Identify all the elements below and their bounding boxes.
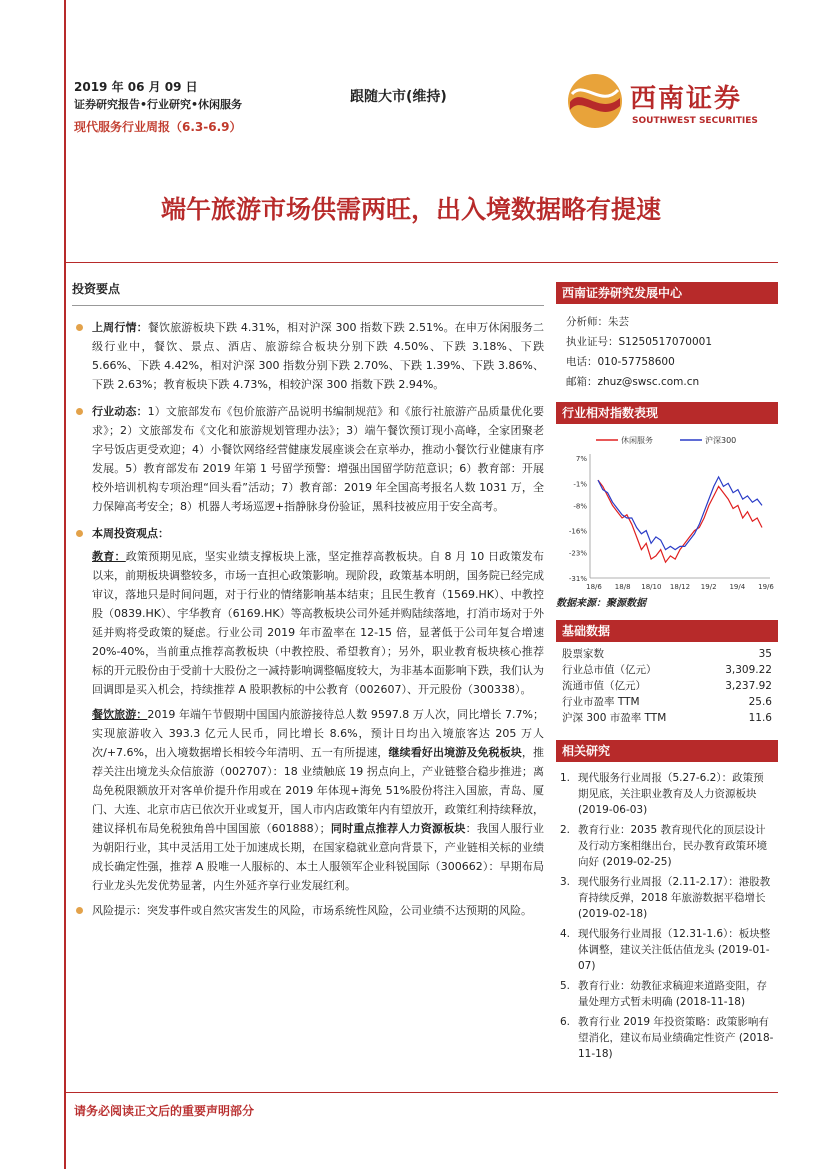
related-research-number: 3. xyxy=(560,876,571,888)
report-date: 2019 年 06 月 09 日 xyxy=(74,80,198,94)
para-text: 政策预期见底，坚实业绩支撑板块上涨，坚定推荐高教板块。自 8 月 10 日政策发布以来，前期板块调整较多，市场一直担心政策影响。现阶段，政策基本明朗，国务院已经完成审议，落地只是时间问题，对于行业的情绪影响基本结束；且民生教育（1569.HK）、中教控股（0839.HK）、宇华教育（6169.HK）等高教板块公司外延并购陆续落地，打消市场对于外延并购将受政策的疑虑。行业公司 2019 年市盈率在 12-15 倍，显著低于公司年复合增速 20%-40%，当前重点推荐高教板块（中教控股、希望教育）；另外，职业教育板块核心推荐标的开元股份由于受前十大股份之一减持影响调整幅度较大，为非基本面影响下跌，我们认为回调即是买入机会，持续推荐 A 股职教标的中公教育（002607）、开元股份（300338）。 xyxy=(92,550,545,696)
related-research-item[interactable] xyxy=(560,1014,774,1062)
legend-label: 休闲服务 xyxy=(621,436,653,445)
left-red-rule xyxy=(64,0,66,1169)
bullet-label: 本周投资观点： xyxy=(92,527,169,540)
related-research-item[interactable] xyxy=(560,770,774,818)
x-tick-label: 18/12 xyxy=(669,583,691,591)
chart-source: 数据来源：聚源数据 xyxy=(556,598,646,609)
x-tick-label: 18/10 xyxy=(641,583,662,591)
bullet-market xyxy=(72,318,544,394)
chart-box xyxy=(556,402,778,609)
analyst-box xyxy=(556,282,778,392)
para-text: ：我国人服行业为朝阳行业，其中灵活用工处于加速成长期，在国家稳就业意向背景下，产业链相关标的业绩成长确定性强，推荐 A 股唯一人服标的、本土人服领军企业科锐国际（300662）：早期布局行业龙头先发优势显著，内生外延齐享行业发展红利。 xyxy=(92,822,545,892)
related-research-text: 现代服务行业周报（2.11-2.17）：港股教育持续反弹，2018 年旅游数据平稳增长 (2019-02-18) xyxy=(578,876,771,920)
section-divider xyxy=(72,305,544,306)
chart-header: 行业相对指数表现 xyxy=(556,402,778,424)
report-series: 现代服务行业周报（6.3-6.9） xyxy=(74,120,242,134)
related-research-text: 现代服务行业周报（5.27-6.2）：政策预期见底，关注职业教育及人力资源板块 (2019-06-03) xyxy=(578,772,764,816)
report-category: 证券研究报告•行业研究•休闲服务 xyxy=(74,98,243,111)
x-tick-label: 19/4 xyxy=(729,583,746,591)
related-research-header: 相关研究 xyxy=(556,740,778,762)
y-tick-label: -16% xyxy=(568,527,587,536)
logo-en-text: SOUTHWEST SECURITIES xyxy=(632,116,758,126)
basic-data-value: 11.6 xyxy=(748,712,772,724)
footer-divider xyxy=(66,1092,778,1093)
analyst-name: 分析师：朱芸 xyxy=(566,316,629,328)
related-research-item[interactable] xyxy=(560,874,774,922)
related-research-number: 4. xyxy=(560,928,571,940)
para-bold: 继续看好出境游及免税板块 xyxy=(388,746,522,759)
analyst-license: 执业证号：S1250517070001 xyxy=(566,336,713,348)
logo-emblem-icon xyxy=(566,72,624,130)
report-title: 端午旅游市场供需两旺，出入境数据略有提速 xyxy=(160,195,661,224)
bullet-label: 行业动态： xyxy=(92,405,148,418)
y-tick-label: -31% xyxy=(568,575,587,583)
section-title: 投资要点 xyxy=(72,282,121,296)
related-research-number: 2. xyxy=(560,824,571,836)
basic-data-key: 行业总市值（亿元） xyxy=(562,664,657,676)
y-tick-label: -8% xyxy=(573,502,587,511)
basic-data-box xyxy=(556,620,778,726)
logo-cn-text: 西南证券 xyxy=(630,84,743,114)
related-research-item[interactable] xyxy=(560,978,774,1010)
company-logo xyxy=(566,72,776,132)
para-tourism xyxy=(72,705,544,895)
basic-data-row xyxy=(556,694,778,710)
para-education xyxy=(72,547,544,699)
basic-data-row xyxy=(556,646,778,662)
basic-data-header: 基础数据 xyxy=(556,620,778,642)
basic-data-value: 25.6 xyxy=(748,696,772,708)
bullet-risk xyxy=(72,901,544,920)
x-tick-label: 18/8 xyxy=(614,583,631,591)
related-research-text: 教育行业：幼教征求稿迎来道路变阻，存量处理方式暂未明确 (2018-11-18) xyxy=(578,980,767,1008)
basic-data-row xyxy=(556,662,778,678)
bullet-text: 餐饮旅游板块下跌 4.31%，相对沪深 300 指数下跌 2.51%。在申万休闲服务二级行业中，餐饮、景点、酒店、旅游综合板块分别下跌 4.50%、下跌 3.18%、下跌 5.66%、下跌 4.42%，相对沪深 300 指数分别下跌 2.70%、下跌 1.39%、下跌 3.86%、下跌 2.63%；教育板块下跌 4.73%，相较沪深 300 指数下跌 2.94%。 xyxy=(92,321,545,391)
y-tick-label: -1% xyxy=(573,480,587,489)
basic-data-key: 股票家数 xyxy=(562,648,604,660)
investment-highlights xyxy=(72,280,544,928)
related-research-item[interactable] xyxy=(560,822,774,870)
related-research-item[interactable] xyxy=(560,926,774,974)
basic-data-table xyxy=(556,642,778,726)
related-research-number: 6. xyxy=(560,1016,571,1028)
para-label: 餐饮旅游： xyxy=(92,708,148,721)
para-text: ，推荐关注出境龙头众信旅游（002707）：18 业绩触底 19 拐点向上，产业链整合稳步推进；离岛免税限额放开对客单价提升作用或在 2019 年体现+海免 51%股份将注入国旅，青岛、厦门、大连、北京市店已依次开业或复开，国人市内店政策年内有望放开，政策红利持续释放，建议择机布局免税独角兽中国国旅（601888）； xyxy=(92,746,545,835)
x-tick-label: 18/6 xyxy=(586,583,602,591)
basic-data-row xyxy=(556,710,778,726)
related-research-text: 教育行业 2019 年投资策略：政策影响有望消化，建议布局业绩确定性资产 (2018-11-18) xyxy=(578,1016,774,1060)
related-research-list xyxy=(556,762,778,1062)
y-tick-label: -23% xyxy=(568,549,587,558)
related-research-number: 5. xyxy=(560,980,571,992)
para-label: 教育： xyxy=(92,550,126,563)
y-tick-label: 7% xyxy=(575,455,587,463)
research-center-header: 西南证券研究发展中心 xyxy=(556,282,778,304)
series-line-csi300 xyxy=(598,477,762,550)
legend-label: 沪深300 xyxy=(705,436,737,445)
bullet-text: 1）文旅部发布《包价旅游产品说明书编制规范》和《旅行社旅游产品质量优化要求》；2）文旅部发布《文化和旅游规划管理办法》；3）端午餐饮预订现小高峰，全家团聚老字号饭店更受欢迎；4）小餐饮网络经营健康发展座谈会在京举办，推动小餐饮行业健康有序发展。5）教育部发布 2019 年第 1 号留学预警：增强出国留学防范意识；6）教育部：开展校外培训机构专项治理“回头看”活动；7）教育部：2019 年全国高考报名人数 1031 万，全力保障高考安全；8）机器人考场巡逻+指静脉身份验证，黑科技被应用于安全高考。 xyxy=(92,405,544,513)
basic-data-value: 3,309.22 xyxy=(725,664,772,676)
basic-data-key: 流通市值（亿元） xyxy=(562,680,646,692)
title-divider xyxy=(66,262,778,263)
para-text: 2019 年端午节假期中国国内旅游接待总人数 9597.8 万人次，同比增长 7.7%；实现旅游收入 393.3 亿元人民币，同比增长 8.6%，预计日均出入境旅客达 205 万人次/+7.6%，出入境数据增长相较今年清明、五一有所提速， xyxy=(92,708,545,759)
x-tick-label: 19/2 xyxy=(700,583,717,591)
related-research-text: 现代服务行业周报（12.31-1.6）：板块整体调整，建议关注低估值龙头 (2019-01-07) xyxy=(578,928,771,972)
bullet-label: 上周行情： xyxy=(92,321,148,334)
relative-index-chart xyxy=(556,428,778,592)
analyst-phone: 电话：010-57758600 xyxy=(566,356,675,368)
basic-data-key: 沪深 300 市盈率 TTM xyxy=(562,712,667,724)
basic-data-key: 行业市盈率 TTM xyxy=(562,696,640,708)
related-research-text: 教育行业：2035 教育现代化的顶层设计及行动方案相继出台，民办教育政策环境向好 (2019-02-25) xyxy=(578,824,767,868)
related-research-number: 1. xyxy=(560,772,571,784)
basic-data-value: 3,237.92 xyxy=(725,680,772,692)
footer-disclaimer: 请务必阅读正文后的重要声明部分 xyxy=(74,1104,255,1118)
para-bold: 同时重点推荐人力资源板块 xyxy=(330,822,466,835)
basic-data-value: 35 xyxy=(758,648,772,660)
series-line-leisure xyxy=(598,480,762,562)
rating: 跟随大市(维持) xyxy=(350,89,447,105)
bullet-text: 风险提示：突发事件或自然灾害发生的风险，市场系统性风险，公司业绩不达预期的风险。 xyxy=(92,904,532,917)
bullet-views xyxy=(72,524,544,543)
x-tick-label: 19/6 xyxy=(758,583,774,591)
related-research-box xyxy=(556,740,778,1066)
analyst-email[interactable]: 邮箱：zhuz@swsc.com.cn xyxy=(566,376,700,388)
bullet-industry-news xyxy=(72,402,544,516)
basic-data-row xyxy=(556,678,778,694)
